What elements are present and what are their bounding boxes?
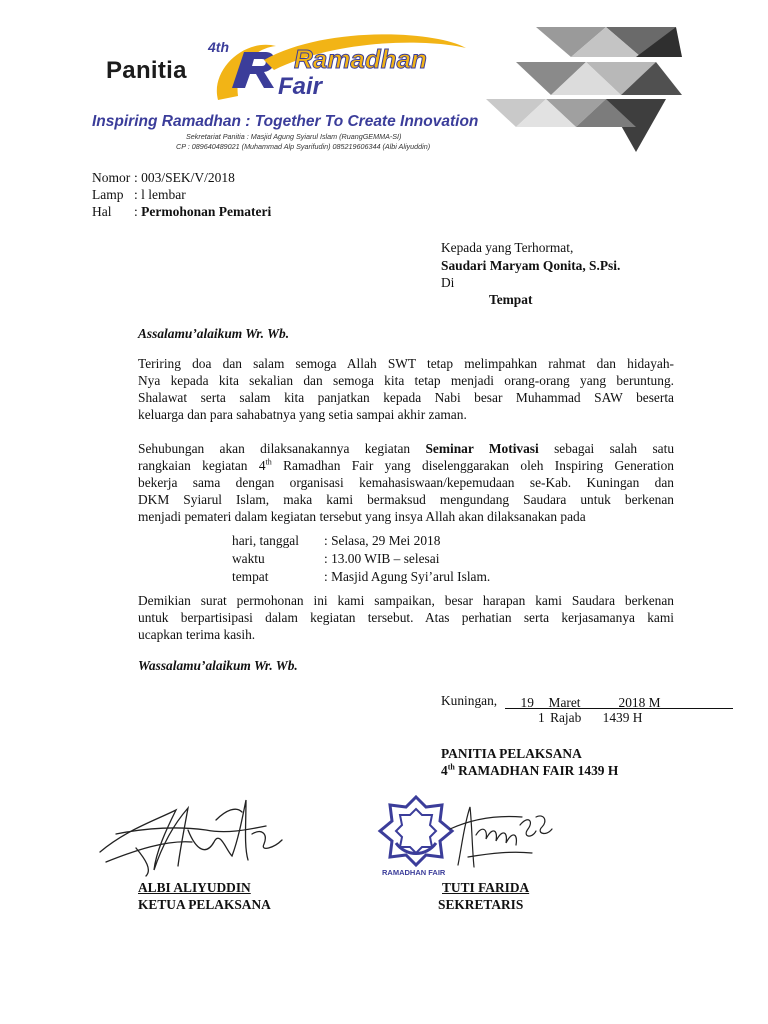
ordinal-suffix: th [447,762,455,772]
p2-text: Sehubungan akan dilaksanakannya kegiatan [138,441,426,456]
masehi-day: 19 [520,695,534,710]
p2-line [138,457,674,474]
lamp-row [92,187,186,203]
p3-line: ucapkan terima kasih. [138,627,256,642]
hal-label: Hal [92,204,112,219]
event-details [232,532,490,586]
ordinal-suffix: th [265,457,272,467]
recipient-name: Saudari Maryam Qonita, S.Psi. [441,258,621,273]
dateline-masehi [441,692,733,709]
signatory-1 [138,879,271,913]
masehi-month: Maret [548,695,581,710]
p2-line: DKM Syiarul Islam, maka kami bermaksud mengundang Saudara untuk berkenan [138,492,674,507]
hal-value: Permohonan Pemateri [141,204,272,219]
tagline: Inspiring Ramadhan : Together To Create Innovation [92,113,479,130]
dateline-city: Kuningan, [441,693,498,708]
masehi-year: 2018 M [618,695,661,710]
p1-line: Nya kepada kita sekalian dan semoga kita tetap menjadi orang-orang yang beruntung. [138,373,674,388]
p3-line: Demikian surat permohonan ini kami sampaikan, besar harapan kami Saudara berkenan [138,593,674,608]
lamp-label: Lamp [92,187,124,202]
secretariat-address: Sekretariat Panitia : Masjid Agung Syiarul Islam (RuangGEMMA-SI) [186,132,402,141]
recipient-place: Tempat [489,292,533,307]
dateline-hijri [538,709,642,726]
committee-line-1: PANITIA PELAKSANA [441,746,582,761]
nomor-value: : 003/SEK/V/2018 [134,170,235,185]
signatory-role: KETUA PELAKSANA [138,897,271,912]
committee-title: RAMADHAN FAIR 1439 H [454,763,619,778]
p1-line: Teriring doa dan salam semoga Allah SWT tetap melimpahkan rahmat dan hidayah- [138,356,674,371]
p2-text: sebagai salah satu [538,441,675,456]
signatory-name: TUTI FARIDA [442,880,530,895]
emblem-edition: 4th [208,39,229,55]
detail-row [232,568,490,586]
detail-value: : Selasa, 29 Mei 2018 [324,533,441,548]
closing-greeting: Wassalamu’alaikum Wr. Wb. [138,658,298,673]
ramadhan-fair-emblem [204,30,466,110]
hal-colon: : [134,204,142,219]
nomor-row [92,170,235,186]
signatory-name: ALBI ALIYUDDIN [138,880,251,895]
recipient-salutation: Kepada yang Terhormat, [441,240,574,255]
detail-value: : 13.00 WIB – selesai [324,551,440,566]
stamp-text: RAMADHAN FAIR [382,868,446,877]
hijri-year: 1439 H [602,710,643,725]
nomor-label: Nomor [92,170,131,185]
recipient-di: Di [441,275,455,290]
stamp-and-signature-tuti [372,795,556,879]
paragraph-1 [138,355,674,423]
opening-greeting: Assalamu’alaikum Wr. Wb. [138,326,290,341]
event-name: Seminar Motivasi [425,441,539,456]
paragraph-2 [138,440,674,525]
p1-line: Shalawat serta salam kita panjatkan kepada Nabi besar Muhammad SAW beserta [138,390,674,405]
lamp-value: : l lembar [134,187,186,202]
committee-line-2 [441,762,618,779]
p2-text: Ramadhan Fair yang diselenggarakan oleh Inspiring Generation [271,458,674,473]
committee-ordinal: 4 [441,763,448,778]
emblem-fair: Fair [278,73,323,100]
signature-tuti [450,807,552,867]
emblem-title: Ramadhan [294,44,427,74]
triangle-mosaic-graphic [486,27,682,152]
p2-line [138,440,674,457]
signature-albi [96,790,286,878]
signatory-role: SEKRETARIS [438,897,524,912]
paragraph-3 [138,592,674,643]
p2-line: bekerja sama dengan organisasi kemahasiswaan/kepemudaan se-Kab. Kuningan dan [138,475,674,490]
detail-row [232,532,490,550]
detail-label: tempat [232,569,269,584]
detail-row [232,550,490,568]
detail-label: hari, tanggal [232,533,299,548]
logo-wordmark: Panitia [106,57,187,84]
contact-persons: CP : 089640489021 (Muhammad Alp Syarifudin) 085219606344 (Albi Aliyuddin) [176,142,431,151]
signatory-2 [438,879,529,913]
detail-label: waktu [232,551,265,566]
masehi-date [505,694,733,709]
p2-line: menjadi pemateri dalam kegiatan tersebut yang insya Allah akan dilaksanakan pada [138,509,586,524]
detail-value: : Masjid Agung Syi’arul Islam. [324,569,491,584]
hijri-day: 1 [538,710,545,725]
p3-line: untuk berpartisipasi dalam kegiatan tersebut. Atas perhatian serta kerjasamanya kami [138,610,674,625]
p1-line: keluarga dan para sahabatnya yang setia sampai akhir zaman. [138,407,467,422]
p2-text: rangkaian kegiatan 4 [138,458,266,473]
hal-row [92,204,271,220]
hijri-month: Rajab [550,710,582,725]
ramadhan-fair-stamp [380,797,452,877]
